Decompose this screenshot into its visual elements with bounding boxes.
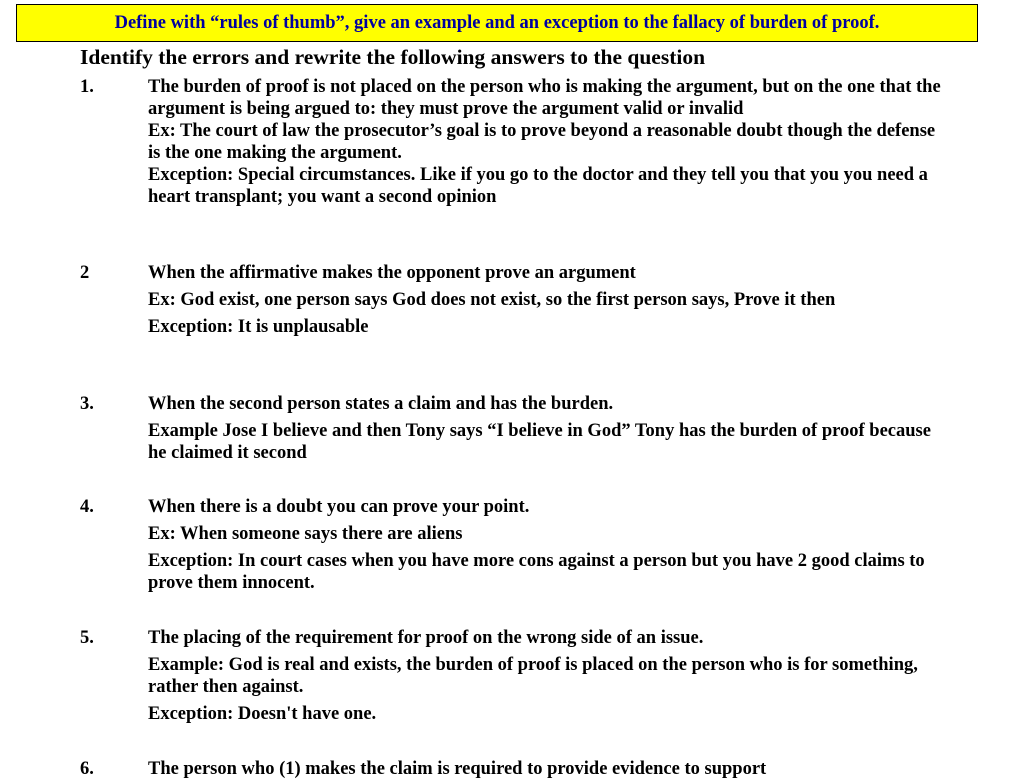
item-exception: Exception: Doesn't have one.	[148, 704, 377, 724]
title-banner	[16, 4, 978, 42]
answer-item-1	[80, 76, 950, 208]
item-exception: Exception: In court cases when you have more cons against a person but you have 2 good claims to prove them innocent.	[148, 551, 925, 593]
answer-item-6	[80, 758, 950, 780]
item-statement: When the second person states a claim and has the burden.	[148, 394, 614, 414]
item-exception: Exception: It is unplausable	[148, 317, 369, 337]
slide-subtitle: Identify the errors and rewrite the following answers to the question	[80, 45, 706, 69]
item-statement: The placing of the requirement for proof on the wrong side of an issue.	[148, 628, 704, 648]
item-statement: When there is a doubt you can prove your point.	[148, 497, 530, 517]
item-statement: When the affirmative makes the opponent prove an argument	[148, 263, 636, 283]
answer-item-2	[80, 262, 950, 338]
item-statement: The person who (1) makes the claim is required to provide evidence to support	[148, 759, 767, 779]
answer-item-5	[80, 627, 950, 725]
item-example: Ex: The court of law the prosecutor’s goal is to prove beyond a reasonable doubt though the defense is the one making the argument.	[148, 121, 936, 163]
item-number: 2	[80, 263, 90, 283]
item-number: 6.	[80, 759, 94, 779]
answer-item-3	[80, 393, 950, 464]
item-statement: The burden of proof is not placed on the person who is making the argument, but on the one that the argument is being argued to: they must prove the argument valid or invalid	[148, 77, 941, 119]
item-number: 1.	[80, 77, 94, 97]
item-number: 5.	[80, 628, 94, 648]
item-exception: Exception: Special circumstances. Like if you go to the doctor and they tell you that you you need a heart transplant; you want a second opinion	[148, 165, 928, 207]
item-example: Example: God is real and exists, the burden of proof is placed on the person who is for something, rather then against.	[148, 655, 918, 697]
item-number: 4.	[80, 497, 94, 517]
item-number: 3.	[80, 394, 94, 414]
item-example: Ex: When someone says there are aliens	[148, 524, 463, 544]
item-example: Ex: God exist, one person says God does not exist, so the first person says, Prove it then	[148, 290, 836, 310]
banner-title: Define with “rules of thumb”, give an example and an exception to the fallacy of burden of proof.	[114, 12, 880, 33]
answer-item-4	[80, 496, 950, 594]
item-example: Example Jose I believe and then Tony says “I believe in God” Tony has the burden of proof because he claimed it second	[148, 421, 931, 463]
